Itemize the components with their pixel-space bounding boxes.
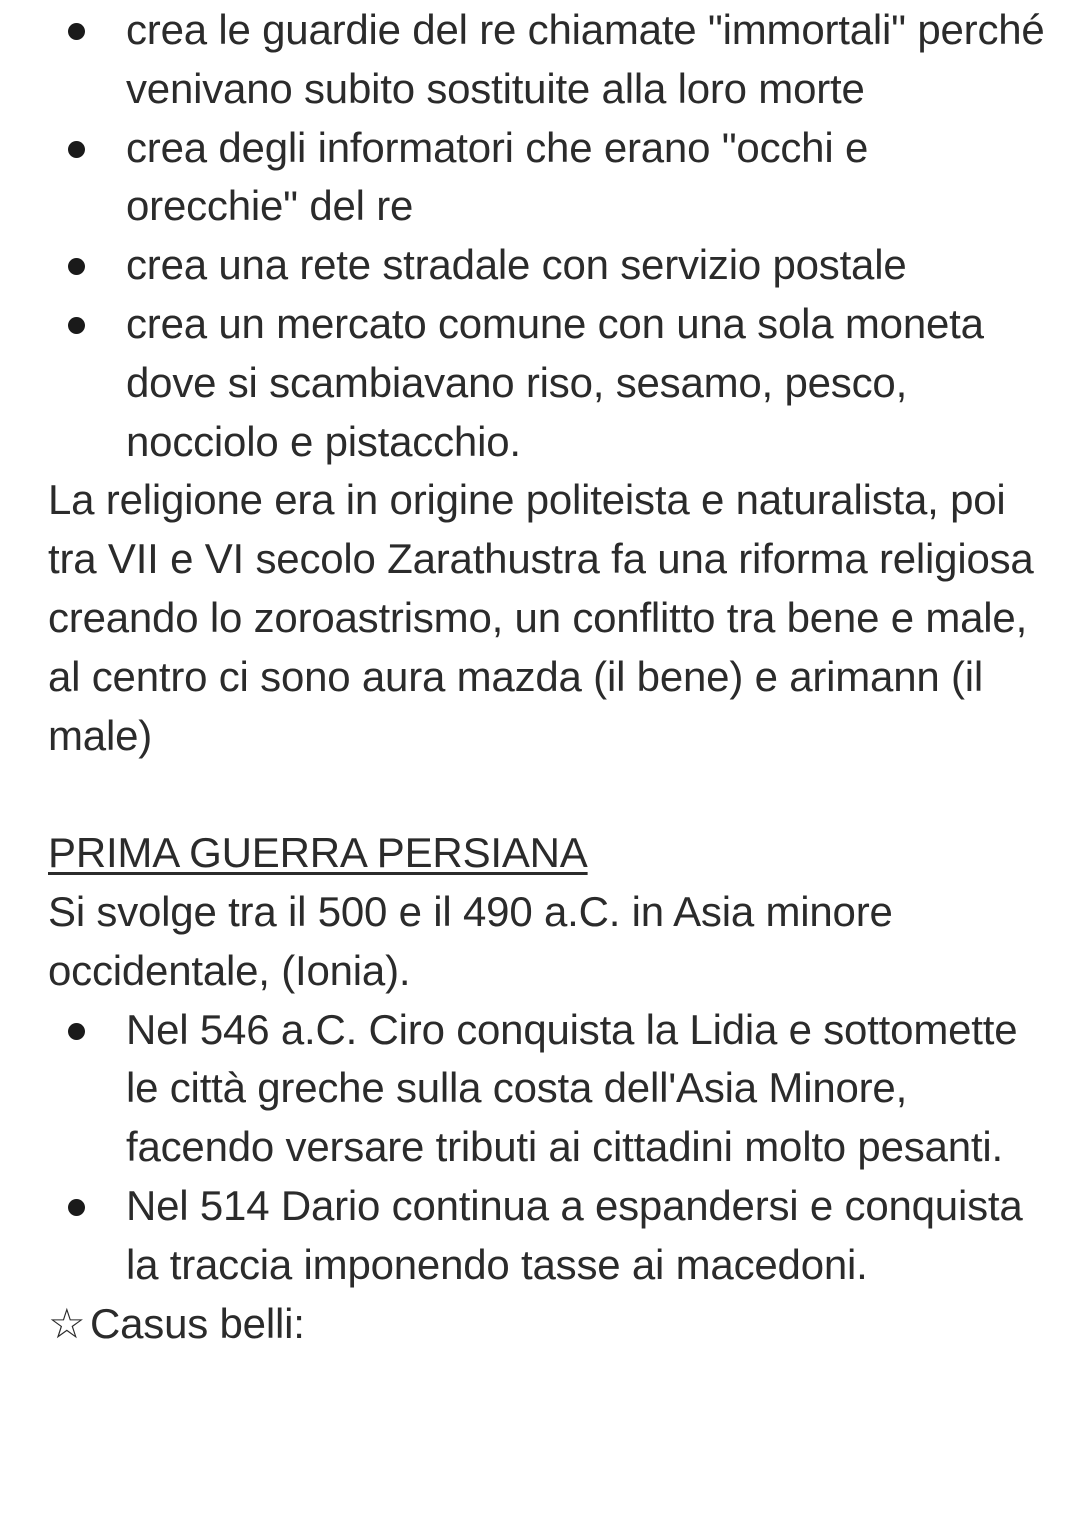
- casus-belli-label: Casus belli:: [90, 1299, 305, 1347]
- list-item: [48, 1177, 1048, 1295]
- section-intro: Si svolge tra il 500 e il 490 a.C. in Asia minore occidentale, (Ionia).: [48, 887, 893, 994]
- list-item: [48, 236, 1048, 295]
- list-item: [48, 119, 1048, 237]
- list-item: [48, 1001, 1048, 1177]
- bullet-icon: [68, 1199, 85, 1216]
- list-item-text: crea degli informatori che erano "occhi e orecchie" del re: [126, 123, 869, 230]
- list-item-text: crea una rete stradale con servizio postale: [126, 241, 907, 289]
- war-events-list: [48, 1001, 1048, 1295]
- list-item: [48, 1, 1048, 119]
- list-item-text: Nel 514 Dario continua a espandersi e conquista la traccia imponendo tasse ai macedoni.: [126, 1181, 1023, 1288]
- bullet-icon: [68, 23, 85, 40]
- list-item: [48, 295, 1048, 471]
- casus-belli-line: [48, 1295, 1048, 1354]
- religion-paragraph: La religione era in origine politeista e naturalista, poi tra VII e VI secolo Zarathustra fa una riforma religiosa creando lo zoroastrismo, un conflitto tra bene e male, al centro ci sono aura mazda (il bene) e arimann (il male): [48, 476, 1034, 759]
- list-item-text: crea le guardie del re chiamate "immortali" perché venivano subito sostituite alla loro morte: [126, 6, 1045, 112]
- list-item-text: crea un mercato comune con una sola moneta dove si scambiavano riso, sesamo, pesco, nocciolo e pistacchio.: [126, 299, 984, 465]
- reforms-list: [48, 1, 1048, 471]
- bullet-icon: [68, 317, 85, 334]
- bullet-icon: [68, 258, 85, 275]
- bullet-icon: [68, 141, 85, 158]
- document-page: [48, 1, 1048, 1353]
- paragraph-gap: [48, 765, 1048, 824]
- star-icon: ☆: [48, 1299, 86, 1347]
- section-heading: PRIMA GUERRA PERSIANA: [48, 829, 588, 877]
- list-item-text: Nel 546 a.C. Ciro conquista la Lidia e sottomette le città greche sulla costa dell'Asia Minore, facendo versare tributi ai cittadini molto pesanti.: [126, 1005, 1018, 1171]
- bullet-icon: [68, 1023, 85, 1040]
